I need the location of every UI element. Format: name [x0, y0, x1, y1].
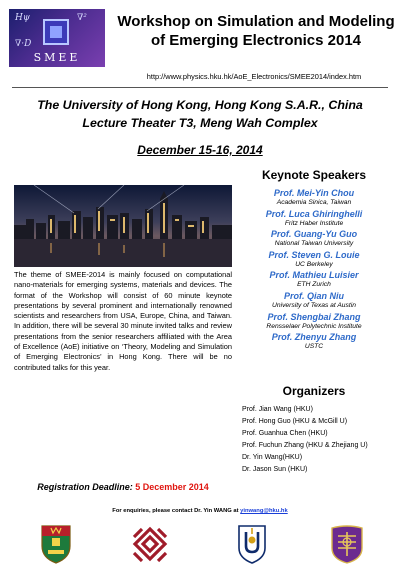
speaker-name: Prof. Guang-Yu Guo	[270, 229, 358, 240]
enquiries-line	[10, 508, 390, 514]
speaker-name: Prof. Mathieu Luisier	[269, 270, 359, 281]
logo-wordmark: SMEE	[33, 51, 81, 64]
title-line-1: Workshop on Simulation and Modeling	[117, 13, 395, 30]
keynote-heading: Keynote Speakers	[261, 168, 367, 182]
speaker-name: Prof. Steven G. Louie	[268, 249, 360, 260]
speaker-affiliation: Fritz Haber Institute	[284, 219, 344, 227]
speaker-item	[236, 188, 392, 207]
hong-kong-skyline-image	[14, 185, 232, 267]
logo-symbol: ∇·D	[15, 39, 32, 49]
speaker-item	[236, 250, 392, 269]
enquiries-text: For enquiries, please contact Dr. Yin WANG at	[112, 508, 241, 514]
skyline-drawing	[14, 185, 232, 267]
organizer-item: Dr. Yin Wang(HKU)	[242, 453, 303, 461]
event-dates: December 15-16, 2014	[137, 143, 263, 157]
speaker-affiliation: UC Berkeley	[295, 260, 333, 268]
speaker-affiliation: ETH Zurich	[297, 281, 331, 289]
speaker-item	[236, 312, 392, 331]
organizers-heading: Organizers	[282, 384, 346, 398]
page-title	[116, 12, 396, 50]
cuhk-logo	[330, 524, 364, 564]
speaker-affiliation: National Taiwan University	[274, 240, 354, 248]
speaker-affiliation: Academia Sinica, Taiwan	[276, 199, 352, 206]
speaker-name: Prof. Shengbai Zhang	[267, 311, 361, 322]
university-logos	[0, 524, 400, 566]
logo-symbol: ∇²	[77, 13, 87, 23]
hku-crest-logo	[40, 524, 72, 564]
registration-deadline	[14, 482, 232, 492]
polyu-logo	[130, 526, 170, 564]
chip-icon	[43, 19, 69, 45]
organizer-item: Prof. Hong Guo (HKU & McGill U)	[242, 417, 348, 425]
speaker-name: Prof. Qian Niu	[283, 290, 344, 301]
keynote-speaker-list	[236, 188, 392, 353]
title-line-2: of Emerging Electronics 2014	[150, 32, 362, 49]
speaker-item	[236, 209, 392, 228]
organizer-item: Prof. Fuchun Zhang (HKU & Zhejiang U)	[242, 441, 368, 449]
organizer-item: Prof. Guanhua Chen (HKU)	[242, 429, 328, 437]
organizer-list	[242, 404, 398, 475]
venue-line-2: Lecture Theater T3, Meng Wah Complex	[82, 116, 318, 130]
organizer-item: Prof. Jian Wang (HKU)	[242, 406, 313, 413]
smee-logo	[9, 9, 105, 67]
speaker-affiliation: Rensselaer Polytechnic Institute	[266, 322, 362, 330]
speaker-name: Prof. Mei-Yin Chou	[273, 188, 355, 198]
venue	[10, 96, 390, 132]
hkust-logo	[236, 524, 268, 564]
workshop-description: The theme of SMEE-2014 is mainly focused on computational nano-materials for emerging systems, materials and devices. The format of the Workshop will consist of 60 minute keynote presentations by several prominent and internationally renowned scientists and researchers from USA, Europe, China, and Taiwan. In addition, there will be several 30 minute invited talks and review presentations from the senior researchers affiliated with the Area of Excellence (AoE) initiative on ‘Theory, Modeling and Simulation of Emerging Electronics’ in Hong Kong. There will be no contributed talks for this year.	[14, 270, 232, 372]
deadline-label: Registration Deadline:	[37, 482, 133, 492]
header-divider	[12, 87, 388, 88]
contact-email-link[interactable]: yinwang@hku.hk	[240, 508, 288, 514]
speaker-affiliation: University of Texas at Austin	[272, 301, 356, 309]
speaker-affiliation: USTC	[304, 343, 324, 351]
speaker-item	[236, 270, 392, 289]
speaker-item	[236, 229, 392, 248]
venue-line-1: The University of Hong Kong, Hong Kong S.A.R., China	[37, 98, 363, 112]
speaker-name: Prof. Zhenyu Zhang	[271, 332, 357, 343]
speaker-item	[236, 291, 392, 310]
workshop-url-link[interactable]: http://www.physics.hku.hk/AoE_Electronics/SMEE2014/index.htm	[146, 72, 362, 81]
logo-symbol: Hψ	[15, 13, 30, 23]
speaker-name: Prof. Luca Ghiringhelli	[265, 208, 363, 219]
deadline-date: 5 December 2014	[135, 482, 209, 492]
speaker-item	[236, 332, 392, 351]
organizer-item: Dr. Jason Sun (HKU)	[242, 465, 308, 473]
